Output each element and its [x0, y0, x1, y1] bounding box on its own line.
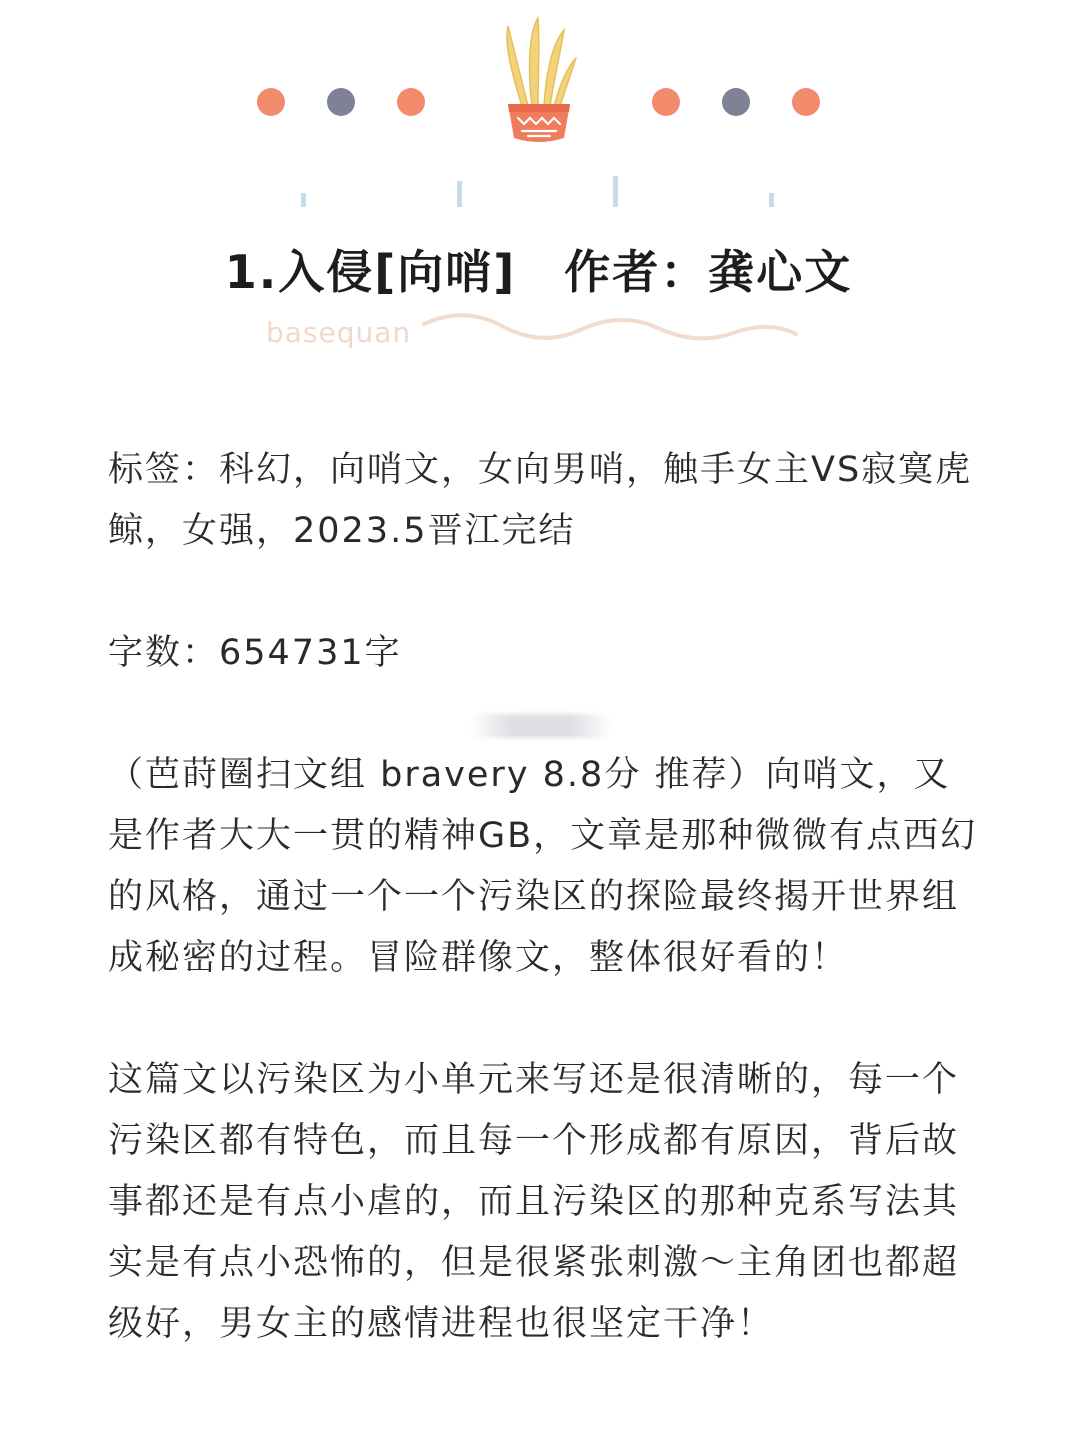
tags-paragraph: 标签：科幻，向哨文，女向男哨，触手女主VS寂寞虎鲸，女强，2023.5晋江完结 — [108, 450, 973, 551]
wave-divider — [420, 312, 800, 352]
tick-mark-2 — [457, 181, 462, 207]
article-body — [108, 440, 978, 1355]
dot-orange-3 — [652, 88, 680, 116]
dot-slate-2 — [722, 88, 750, 116]
tick-mark-3 — [613, 176, 618, 207]
watermark-text: basequan — [266, 316, 412, 349]
tick-mark-4 — [769, 193, 774, 207]
potted-plant-icon — [498, 14, 580, 144]
tick-mark-1 — [301, 193, 306, 207]
dot-orange-4 — [792, 88, 820, 116]
dot-orange-1 — [257, 88, 285, 116]
dot-slate-1 — [327, 88, 355, 116]
page-title: 1.入侵[向哨] 作者：龚心文 — [224, 245, 853, 299]
review-paragraph: 这篇文以污染区为小单元来写还是很清晰的，每一个污染区都有特色，而且每一个形成都有原因，背后故事都还是有点小虐的，而且污染区的那种克系写法其实是有点小恐怖的，但是很紧张刺激～主角团也都超级好，男女主的感情进程也很坚定干净！ — [108, 1060, 960, 1344]
summary-paragraph: （芭莳圈扫文组 bravery 8.8分 推荐）向哨文，又是作者大大一贯的精神GB，文章是那种微微有点西幻的风格，通过一个一个污染区的探险最终揭开世界组成秘密的过程。冒险群像文，整体很好看的！ — [108, 755, 978, 978]
word-count-paragraph: 字数：654731字 — [108, 633, 402, 673]
dot-orange-2 — [397, 88, 425, 116]
header-decoration — [0, 0, 1077, 230]
